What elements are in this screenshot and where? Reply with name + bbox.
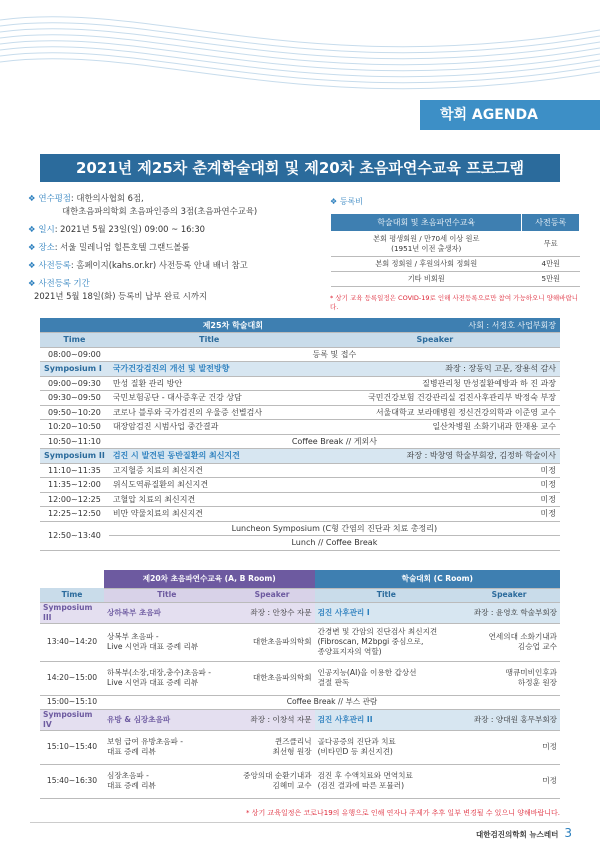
bullet-icon: ❖: [28, 193, 36, 203]
page-title: 2021년 제25차 춘계학술대회 및 제20차 초음파연수교육 프로그램: [40, 154, 560, 182]
table-row: 11:35~12:00 위식도역류질환의 최신지견 미정: [40, 478, 560, 493]
bullet-icon: ❖: [28, 242, 36, 252]
table-row: 09:30~09:50 국민보험공단 - 대사증후군 건강 상담 국민건강보험 건강관리실 검진사후관리부 박정숙 부장: [40, 391, 560, 406]
page-number: 3: [564, 826, 572, 840]
table-row: 12:25~12:50 비만 약물치료의 최신지견 미정: [40, 507, 560, 522]
table-row: 09:50~10:20 코로나 블루와 국가검진의 우울증 선별검사 서울대학교 보라매병원 정신건강의학과 이준영 교수: [40, 405, 560, 420]
fee-note: * 상기 교육 등록일정은 COVID-19로 인해 사전등록으로만 참여 가능하오니 양해바랍니다.: [330, 294, 579, 311]
decorative-lines: [0, 0, 600, 110]
bullet-icon: ❖: [330, 197, 340, 206]
bullet-icon: ❖: [28, 224, 36, 234]
table-row: 11:10~11:35 고지혈증 치료의 최신지견 미정: [40, 463, 560, 478]
fee-table: ❖ 등록비 학술대회 및 초음파연수교육 사전등록 본회 평생회원 / 만70세 이상 원로 (1951년 이전 출생자) 무료 본회 정회원 / 후원의사회 정회원 4만원 기타 비회원 5만원 * 상기 교육 등록일정은 COVID-19로 인해 사전등록으로만 참여 가능하오니 양해바랍니다.: [330, 197, 579, 311]
table-row: 15:40~16:30 심장초음파 - 대표 증례 리뷰 중앙의대 순환기내과 김혜미 교수 검진 후 수액치료와 면역치료 (검진 결과에 따른 포뮬러) 미정: [40, 764, 560, 798]
schedule-table-1: 제25차 학술대회 사회 : 서정호 사업부회장 Time Title Speaker 08:00~09:00 등록 및 접수 Symposium I 국가건강검진의 개선 및 발전방향 좌장 : 장동익 고문, 장용석 감사 09:00~09:30 만성 질환 관리 방안 질병관리청 만성질환예방과 하 진 과장 09:30~09:50 국민보험공단 - 대사증후군 건강 상담 국민건강보험 건강관리실 검진사후관리부 박정숙 부장 09:50~10:20 코로나 블루와 국가검진의 우울증 선별검사 서울대학교 보라매병원 정신건강의학과 이준영 교수 10:20~10:50 대장암검진 시범사업 중간결과 일산차병원 소화기내과 한재용 교수 10:50~11:10 Coffee Break // 게외사 Symposium II 검진 시 발견된 동반질환의 최신지견 좌장 : 박창영 학술부회장, 김정하 학술이사 11:10~11:35 고지혈증 치료의 최신지견 미정 11:35~12:00 위식도역류질환의 최신지견 미정 12:00~12:25 고혈압 치료의 최신지견 미정 12:25~12:50 비만 약물치료의 최신지견 미정 12:50~13:40 Luncheon Symposium (C형 간염의 진단과 치료 총정리) Lunch // Coffee Break: [40, 318, 560, 551]
table-row: 14:20~15:00 하복부(소장,대장,충수)초음파 - Live 시연과 대표 증례 리뷰 대한초음파의학회 인공지능(AI)을 이용한 갑상선 결절 판독 땡큐미비인후과 하정훈 원장: [40, 661, 560, 695]
table-row: 15:10~15:40 보험 급여 유방초음파 - 대표 증례 리뷰 퀸즈클리닉 최선형 원장 골다공증의 진단과 치료 (비타민D 등 최신지견) 미정: [40, 730, 560, 764]
table-row: 15:00~15:10 Coffee Break // 부스 관람: [40, 695, 560, 709]
table-row: 09:00~09:30 만성 질환 관리 방안 질병관리청 만성질환예방과 하 진 과장: [40, 376, 560, 391]
schedule-table-2: 제20차 초음파연수교육 (A, B Room) 학술대회 (C Room) Time Title Speaker Title Speaker Symposium III 상하복부 초음파 좌장 : 안창수 자문 검진 사후관리 I 좌장 : 윤영호 학술부회장 13:40~14:20 상복부 초음파 - Live 시연과 대표 증례 리뷰 대한초음파의학회 간경변 및 간암의 진단검사 최신지견 (Fibroscan, M2bpgi 중심으로, 종양표지자의 역할) 연세의대 소화기내과 김승업 교수 14:20~15:00 하복부(소장,대장,충수)초음파 - Live 시연과 대표 증례 리뷰 대한초음파의학회 인공지능(AI)을 이용한 갑상선 결절 판독 땡큐미비인후과 하정훈 원장 15:00~15:10 Coffee Break // 부스 관람 Symposium IV 유방 & 심장초음파 좌장 : 이창석 자문 검진 사후관리 II 좌장 : 양대원 홍무부회장 15:10~15:40 보험 급여 유방초음파 - 대표 증례 리뷰 퀸즈클리닉 최선형 원장 골다공증의 진단과 치료 (비타민D 등 최신지견) 미정 15:40~16:30 심장초음파 - 대표 증례 리뷰 중앙의대 순환기내과 김혜미 교수 검진 후 수액치료와 면역치료 (검진 결과에 따른 포뮬러) 미정: [40, 570, 560, 799]
footer-divider: [30, 822, 570, 823]
table-row: 12:00~12:25 고혈압 치료의 최신지견 미정: [40, 492, 560, 507]
table-row: 13:40~14:20 상복부 초음파 - Live 시연과 대표 증례 리뷰 대한초음파의학회 간경변 및 간암의 진단검사 최신지견 (Fibroscan, M2bpgi 중심으로, 종양표지자의 역할) 연세의대 소화기내과 김승업 교수: [40, 623, 560, 661]
table-row: 10:50~11:10 Coffee Break // 게외사: [40, 434, 560, 449]
footer: 대한검진의학회 뉴스레터 3: [476, 826, 572, 840]
table-row: 10:20~10:50 대장암검진 시범사업 중간결과 일산차병원 소화기내과 한재용 교수: [40, 420, 560, 435]
table-row: 12:50~13:40 Luncheon Symposium (C형 간염의 진단과 치료 총정리): [40, 521, 560, 536]
agenda-tag: 학회 AGENDA: [420, 100, 600, 130]
table-row: Lunch // Coffee Break: [40, 536, 560, 551]
bullet-icon: ❖: [28, 278, 36, 288]
event-info: ❖ 연수평점: 대한의사협회 6점, 대한초음파의학회 초음파인증의 3점(초음파연수교육) ❖ 일시: 2021년 5월 23일(일) 09:00 ~ 16:30 ❖ 장소: 서울 밀레니엄 힐튼호텔 그랜드볼룸 ❖ 사전등록: 홈페이지(kahs.or.kr) 사전등록 안내 배너 참고 ❖ 사전등록 기간 2021년 5월 18일(화) 등록비 납부 완료 시까지: [28, 193, 258, 301]
table-row: 08:00~09:00 등록 및 접수: [40, 347, 560, 362]
schedule-note: * 상기 교육일정은 코로나19의 유행으로 인해 연자나 주제가 추후 일부 변경될 수 있으니 양해바랍니다.: [245, 809, 560, 817]
bullet-icon: ❖: [28, 260, 36, 270]
